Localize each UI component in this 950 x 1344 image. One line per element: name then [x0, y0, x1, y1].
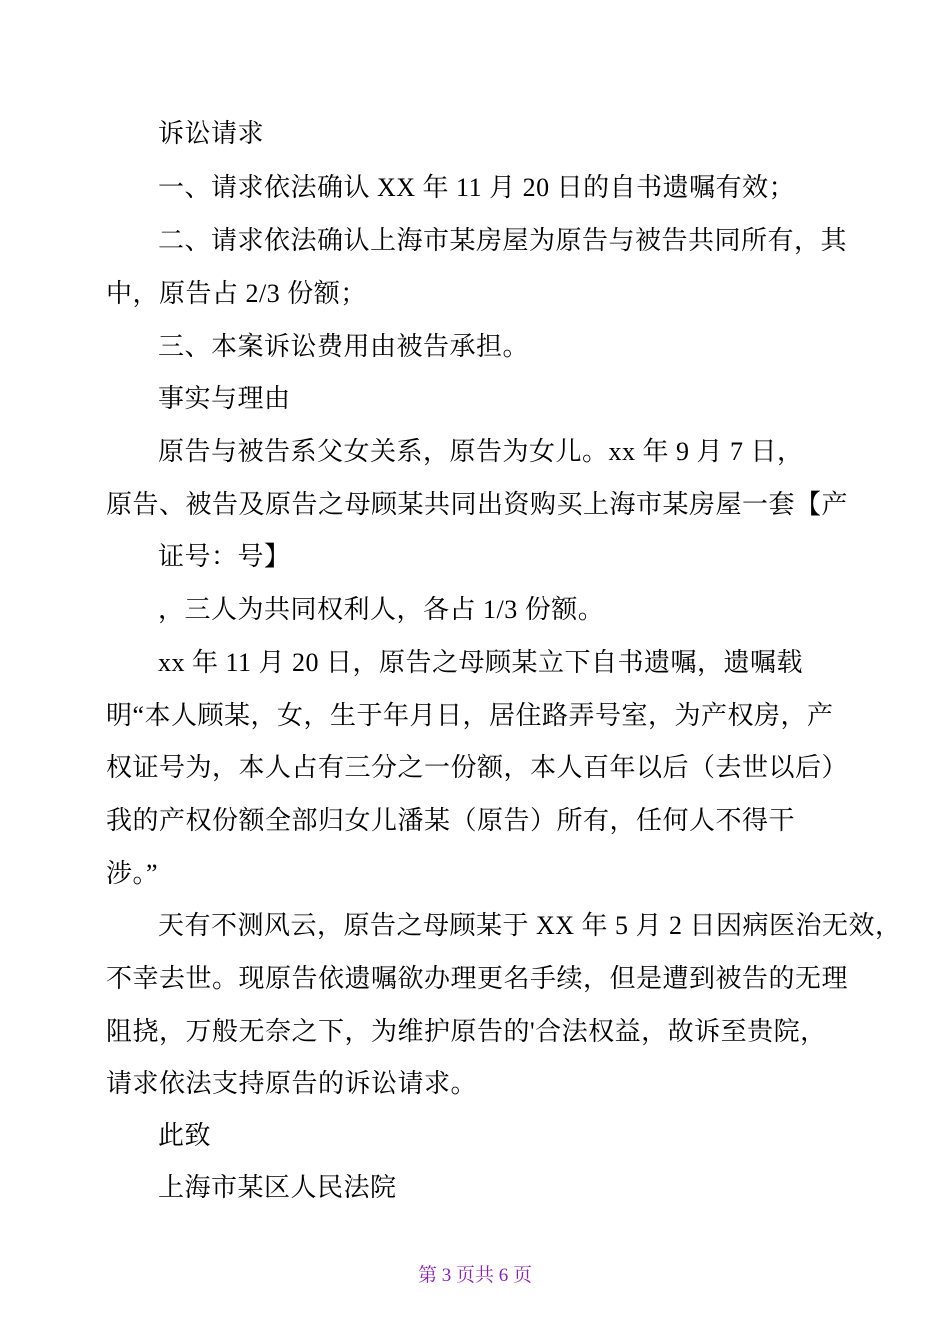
paragraph-line: 证号：号】: [158, 542, 291, 571]
court-name: 上海市某区人民法院: [158, 1173, 397, 1202]
page-number-footer: 第 3 页共 6 页: [417, 1265, 532, 1286]
section-heading-facts: 事实与理由: [158, 384, 291, 413]
closing-salutation: 此致: [158, 1121, 212, 1150]
section-heading-claims: 诉讼请求: [158, 119, 265, 148]
paragraph-line: 请求依法支持原告的诉讼请求。: [106, 1069, 478, 1098]
paragraph-line: xx 年 11 月 20 日，原告之母顾某立下自书遗嘱，遗嘱载: [158, 648, 804, 677]
paragraph-line: 我的产权份额全部归女儿潘某（原告）所有，任何人不得干: [106, 806, 796, 835]
paragraph-line: 阻挠，万般无奈之下，为维护原告的'合法权益，故诉至贵院，: [106, 1017, 827, 1046]
paragraph-line: 原告、被告及原告之母顾某共同出资购买上海市某房屋一套【产: [106, 490, 849, 519]
claim-item-2-continued: 中，原告占 2/3 份额；: [106, 279, 367, 308]
paragraph-line: ，三人为共同权利人，各占 1/3 份额。: [158, 595, 605, 624]
paragraph-line: 天有不测风云，原告之母顾某于 XX 年 5 月 2 日因病医治无效，: [158, 911, 902, 940]
paragraph-line: 原告与被告系父女关系，原告为女儿。xx 年 9 月 7 日，: [158, 437, 804, 466]
claim-item-1: 一、请求依法确认 XX 年 11 月 20 日的自书遗嘱有效；: [158, 173, 796, 202]
claim-item-2: 二、请求依法确认上海市某房屋为原告与被告共同所有，其: [158, 226, 848, 255]
paragraph-line: 权证号为，本人占有三分之一份额，本人百年以后（去世以后）: [106, 753, 849, 782]
claim-item-3: 三、本案诉讼费用由被告承担。: [158, 332, 530, 361]
paragraph-line: 涉。”: [106, 859, 159, 888]
paragraph-line: 明“本人顾某，女，生于年月日，居住路弄号室，为产权房，产: [106, 701, 834, 730]
paragraph-line: 不幸去世。现原告依遗嘱欲办理更名手续，但是遭到被告的无理: [106, 964, 849, 993]
